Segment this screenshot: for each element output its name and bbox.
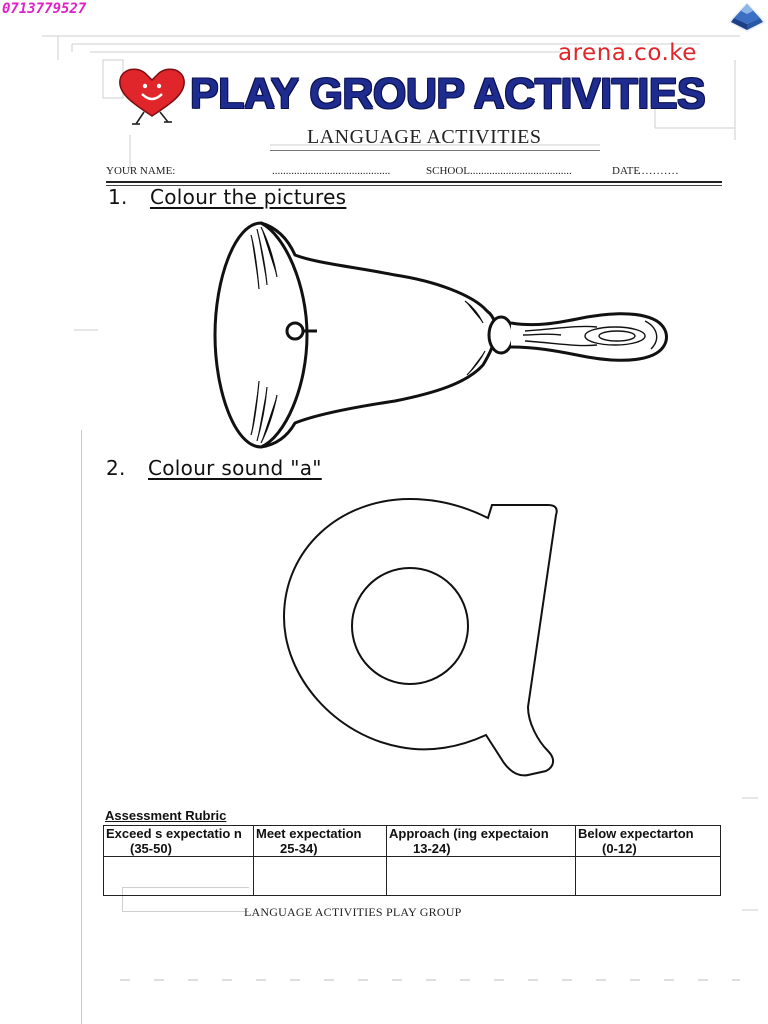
rubric-cell[interactable]: [104, 857, 254, 896]
rubric-col-meets: Meet expectation 25-34): [254, 826, 387, 857]
margin-line: [81, 430, 82, 1024]
rubric-score-row: [104, 857, 721, 896]
page-title: PLAY GROUP ACTIVITIES: [190, 70, 706, 118]
rubric-cell[interactable]: [576, 857, 721, 896]
question-2: [106, 456, 322, 480]
date-label: DATE: [612, 165, 641, 177]
subtitle-underline: [270, 150, 600, 151]
question-text: Colour the pictures: [150, 185, 347, 209]
header-rule: [106, 181, 722, 183]
page-subtitle: LANGUAGE ACTIVITIES: [307, 126, 542, 148]
question-number: 1.: [108, 185, 128, 209]
rubric-cell[interactable]: [254, 857, 387, 896]
letter-a-outline: [280, 495, 580, 785]
rubric-col-approaching: Approach (ing expectaion 13-24): [387, 826, 576, 857]
diamond-logo-icon: [726, 0, 768, 34]
site-watermark: arena.co.ke: [558, 40, 697, 66]
question-text: Colour sound "a": [148, 456, 322, 480]
question-number: 2.: [106, 456, 126, 480]
heart-mascot-icon: [114, 64, 190, 128]
bell-icon: [205, 215, 675, 450]
rubric-header-row: [104, 826, 721, 857]
rubric-title: Assessment Rubric: [105, 808, 227, 823]
name-blank: ...........................................: [272, 165, 391, 177]
assessment-rubric-table: [103, 825, 721, 896]
phone-number-watermark: 0713779527: [2, 1, 87, 17]
rubric-cell[interactable]: [387, 857, 576, 896]
page-footer: LANGUAGE ACTIVITIES PLAY GROUP: [244, 905, 462, 919]
name-label: YOUR NAME:: [106, 165, 176, 177]
school-label: SCHOOL.....................................: [426, 165, 572, 177]
rubric-col-exceeds: Exceed s expectatio n (35-50): [104, 826, 254, 857]
rubric-col-below: Below expectarton (0-12): [576, 826, 721, 857]
date-blank: ...........: [638, 165, 680, 177]
question-1: [108, 185, 346, 209]
